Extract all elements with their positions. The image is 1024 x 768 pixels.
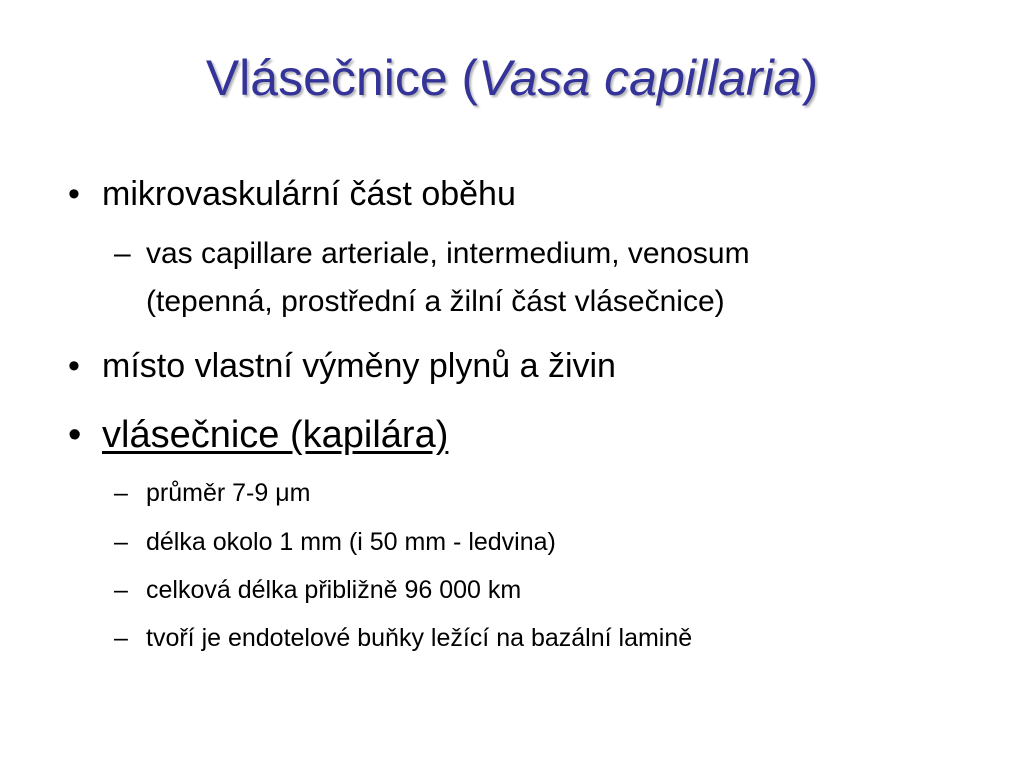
- bullet-text: místo vlastní výměny plynů a živin: [102, 347, 616, 385]
- bullet-icon: •: [68, 175, 80, 213]
- sub-bullet-text: průměr 7-9 μm: [146, 479, 311, 507]
- dash-icon: –: [114, 479, 128, 507]
- dash-icon: –: [114, 528, 128, 556]
- bullet-text-linked[interactable]: vlásečnice (kapilára): [102, 414, 449, 456]
- title-latin-name: Vasa capillaria: [478, 50, 802, 106]
- sub-bullet-text: délka okolo 1 mm (i 50 mm - ledvina): [146, 528, 556, 556]
- title-main: Vlásečnice (: [205, 50, 479, 106]
- title-close-paren: ): [801, 50, 819, 106]
- bullet-icon: •: [68, 414, 82, 456]
- dash-icon: –: [114, 237, 131, 270]
- slide-title: [0, 48, 1024, 108]
- sub-bullet-text: celková délka přibližně 96 000 km: [146, 576, 522, 604]
- dash-icon: –: [114, 624, 128, 652]
- dash-icon: –: [114, 576, 128, 604]
- sub-bullet-text-line1: vas capillare arteriale, intermedium, venosum: [146, 237, 750, 270]
- bullet-text: mikrovaskulární část oběhu: [102, 175, 516, 213]
- sub-bullet-text: tvoří je endotelové buňky ležící na bazální lamině: [146, 624, 693, 652]
- bullet-icon: •: [68, 347, 80, 385]
- sub-bullet-text-line2: (tepenná, prostřední a žilní část vlásečnice): [146, 285, 725, 318]
